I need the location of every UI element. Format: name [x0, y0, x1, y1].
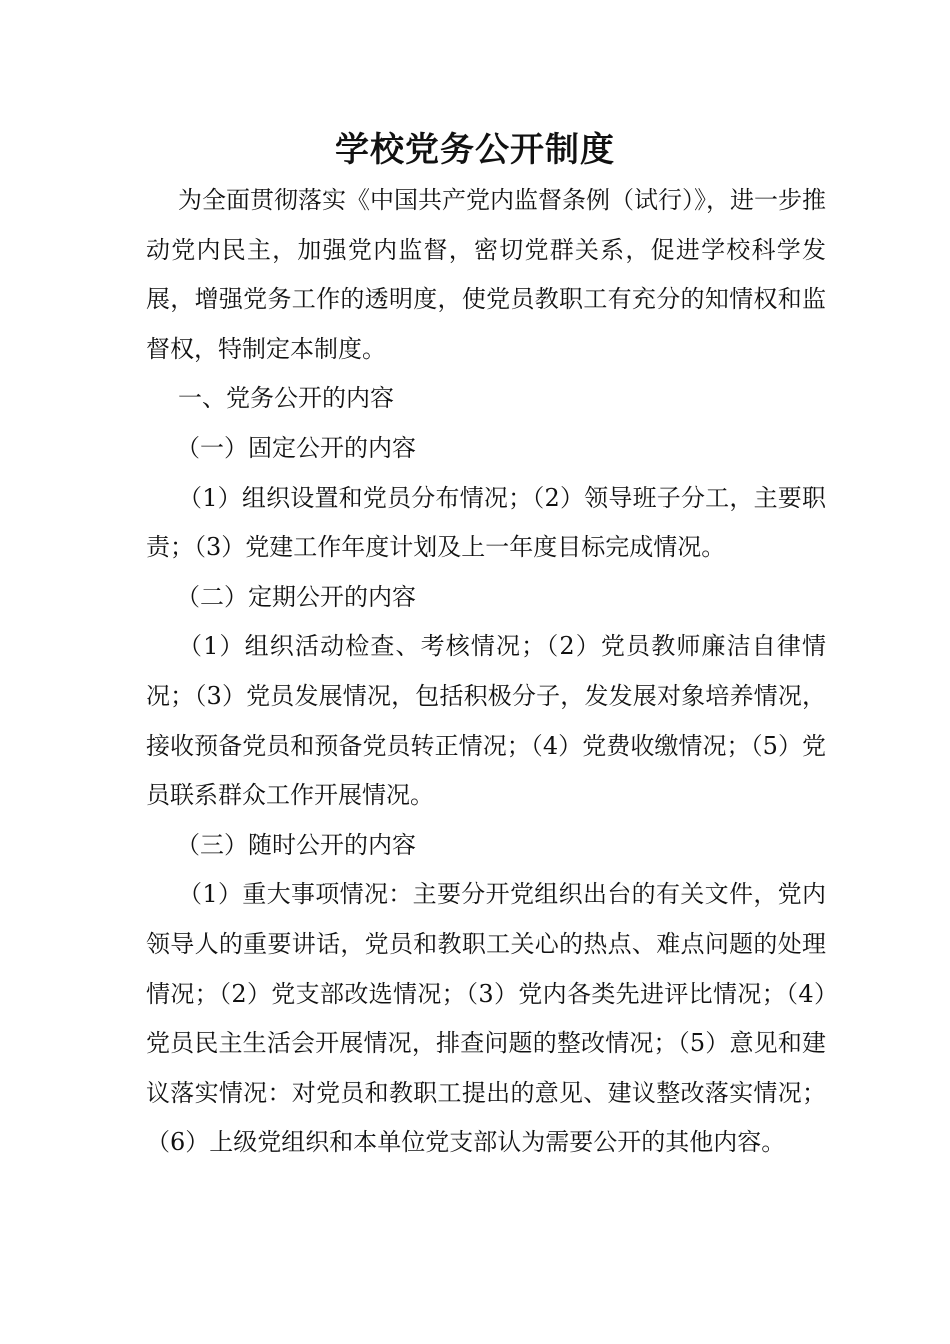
document-title: 学校党务公开制度: [335, 130, 615, 170]
document-body: [146, 176, 826, 1168]
intro-paragraph: 为全面贯彻落实《中国共产党内监督条例（试行）》，进一步推动党内民主，加强党内监督，密切党群关系，促进学校科学发展，增强党务工作的透明度，使党员教职工有充分的知情权和监督权，特制定本制度。: [146, 186, 826, 363]
section-heading-content: 一、党务公开的内容: [178, 384, 394, 413]
subsection-heading-periodic: （二）定期公开的内容: [176, 582, 416, 611]
subsection-heading-fixed: （一）固定公开的内容: [176, 433, 416, 462]
paragraph-periodic-items: （1）组织活动检查、考核情况；（2）党员教师廉洁自律情况；（3）党员发展情况，包括积极分子，发发展对象培养情况，接收预备党员和预备党员转正情况；（4）党费收缴情况；（5）党员联系群众工作开展情况。: [146, 632, 826, 810]
subsection-heading-anytime: （三）随时公开的内容: [176, 830, 416, 859]
paragraph-fixed-items: （1）组织设置和党员分布情况；（2）领导班子分工，主要职责；（3）党建工作年度计划及上一年度目标完成情况。: [146, 483, 826, 562]
paragraph-anytime-items: （1）重大事项情况：主要分开党组织出台的有关文件，党内领导人的重要讲话，党员和教职工关心的热点、难点问题的处理情况；（2）党支部改选情况；（3）党内各类先进评比情况；（4）党员民主生活会开展情况，排查问题的整改情况；（5）意见和建议落实情况：对党员和教职工提出的意见、建议整改落实情况；（6）上级党组织和本单位党支部认为需要公开的其他内容。: [146, 880, 826, 1157]
